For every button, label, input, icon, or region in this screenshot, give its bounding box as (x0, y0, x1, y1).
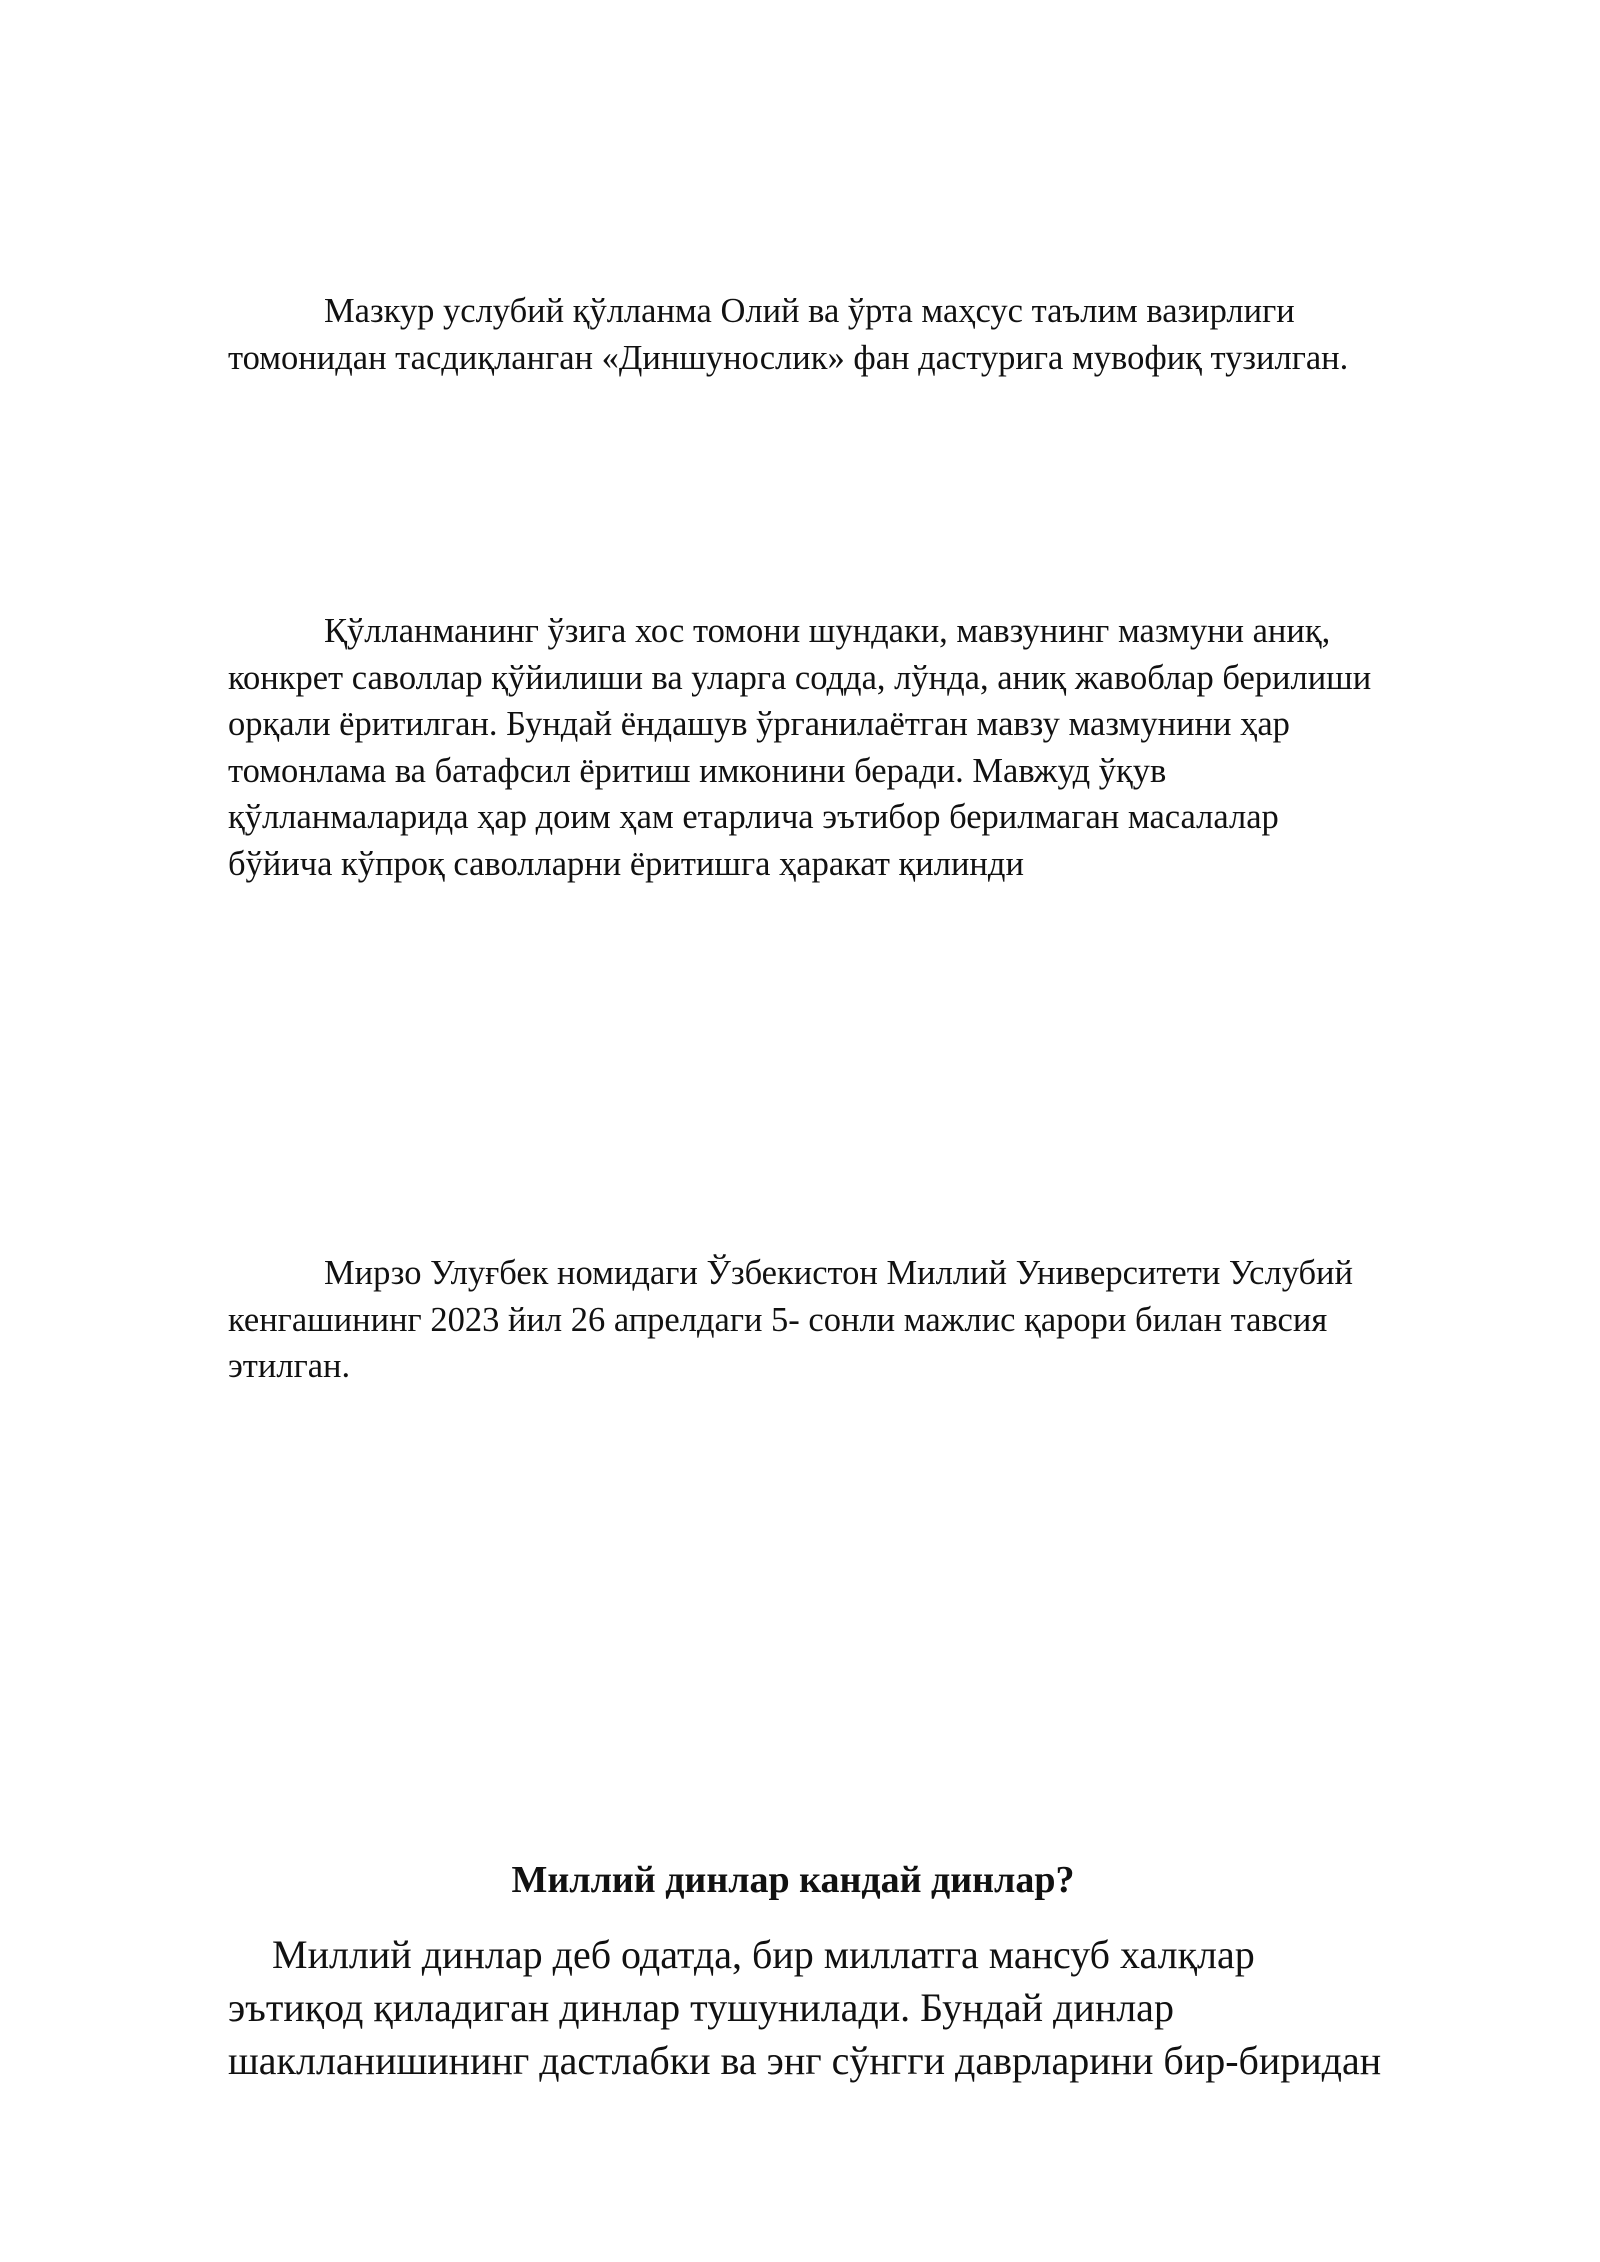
paragraph-line: томонидан тасдиқланган «Диншунослик» фан дастурига мувофиқ тузилган. (228, 338, 1349, 377)
paragraph-line: Мазкур услубий қўлланма Олий ва ўрта маҳсус таълим вазирлиги (324, 292, 1295, 330)
paragraph-line: Қўлланманинг ўзига хос томони шундаки, мавзунинг мазмуни аниқ, (324, 612, 1331, 650)
approval-paragraph (228, 288, 1488, 381)
paragraph-line: шаклланишининг дастлабки ва энг сўнгги даврларини бир-биридан (228, 2038, 1382, 2083)
paragraph-line: қўлланмаларида ҳар доим ҳам етарлича эътибор берилмаган масалалар (228, 798, 1279, 836)
section-heading: Миллий динлар кандай динлар? (511, 1859, 1075, 1901)
paragraph-line: томонлама ва батафсил ёритиш имконини беради. Мавжуд ўқув (228, 751, 1167, 790)
paragraph-line: орқали ёритилган. Бундай ёндашув ўрганилаётган мавзу мазмунини ҳар (228, 705, 1290, 743)
recommendation-paragraph (228, 1250, 1488, 1390)
feature-paragraph (228, 608, 1488, 887)
section-body (228, 1928, 1488, 2087)
paragraph-line: эътиқод қиладиган динлар тушунилади. Бундай динлар (228, 1985, 1174, 2030)
paragraph-line: Мирзо Улуғбек номидаги Ўзбекистон Миллий Университети Услубий (324, 1254, 1353, 1292)
paragraph-line: этилган. (228, 1347, 351, 1385)
paragraph-line: бўйича кўпроқ саволларни ёритишга ҳаракат қилинди (228, 844, 1024, 883)
paragraph-line: Миллий динлар деб одатда, бир миллатга мансуб халқлар (272, 1932, 1255, 1977)
paragraph-line: кенгашининг 2023 йил 26 апрелдаги 5- сонли мажлис қарори билан тавсия (228, 1300, 1328, 1339)
paragraph-line: конкрет саволлар қўйилиши ва уларга содда, лўнда, аниқ жавоблар берилиши (228, 658, 1372, 697)
